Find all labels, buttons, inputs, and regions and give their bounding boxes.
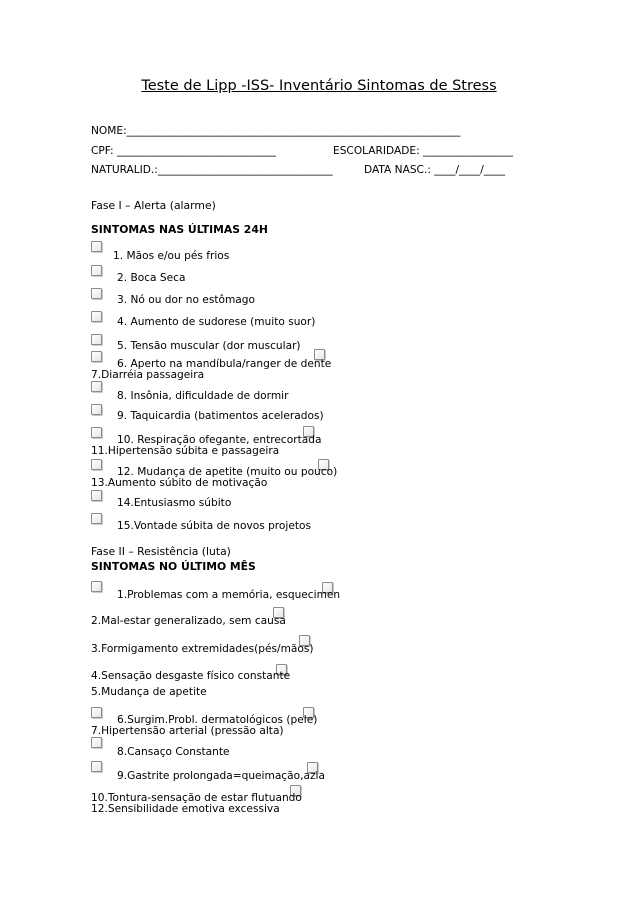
list-item: 13.Aumento súbito de motivação (91, 477, 268, 489)
list-item: 4.Sensação desgaste físico constante (91, 670, 291, 682)
list-item: 3. Nó ou dor no estômago (117, 294, 255, 306)
checkbox-icon[interactable] (91, 737, 102, 748)
list-item: 10.Tontura-sensação de estar flutuando (91, 792, 302, 804)
birthdate-field[interactable]: DATA NASC.: ____/____/____ (364, 164, 505, 176)
checkbox-icon[interactable] (91, 513, 102, 524)
name-field[interactable]: NOME:_______________________________________________________________ (91, 125, 461, 137)
list-item: 3.Formigamento extremidades(pés/mãos) (91, 643, 314, 655)
list-item: 15.Vontade súbita de novos projetos (117, 520, 312, 532)
checkbox-icon[interactable] (91, 707, 102, 718)
list-item: 14.Entusiasmo súbito (117, 497, 232, 509)
checkbox-icon[interactable] (91, 311, 102, 322)
cpf-field[interactable]: CPF: ______________________________ (91, 145, 276, 157)
list-item: 8. Insônia, dificuldade de dormir (117, 390, 289, 402)
list-item: 1.Problemas com a memória, esquecimen (117, 589, 341, 601)
list-item: 2. Boca Seca (117, 272, 186, 284)
checkbox-icon[interactable] (91, 427, 102, 438)
checkbox-icon[interactable] (91, 404, 102, 415)
checkbox-icon[interactable] (91, 581, 102, 592)
list-item: 12.Sensibilidade emotiva excessiva (91, 803, 280, 815)
list-item: 7.Diarréia passageira (91, 369, 205, 381)
list-item: 10. Respiração ofegante, entrecortada (117, 434, 322, 446)
checkbox-icon[interactable] (91, 241, 102, 252)
phase2-heading: SINTOMAS NO ÚLTIMO MÊS (91, 560, 256, 573)
checkbox-icon[interactable] (91, 459, 102, 470)
list-item: 4. Aumento de sudorese (muito suor) (117, 316, 316, 328)
list-item: 5. Tensão muscular (dor muscular) (117, 340, 301, 352)
list-item: 9.Gastrite prolongada=queimação,azia (117, 770, 325, 782)
page-title: Teste de Lipp -ISS- Inventário Sintomas de Stress (141, 78, 497, 94)
list-item: 12. Mudança de apetite (muito ou pouco) (117, 466, 338, 478)
list-item: 7.Hipertensão arterial (pressão alta) (91, 725, 284, 737)
checkbox-icon[interactable] (91, 381, 102, 392)
education-field[interactable]: ESCOLARIDADE: _________________ (333, 145, 514, 157)
list-item: 5.Mudança de apetite (91, 686, 207, 698)
phase2-title: Fase II – Resistência (luta) (91, 545, 231, 558)
list-item: 1. Mãos e/ou pés frios (113, 250, 230, 262)
checkbox-icon[interactable] (91, 265, 102, 276)
checkbox-icon[interactable] (91, 761, 102, 772)
list-item: 6. Aperto na mandíbula/ranger de dente (117, 358, 332, 370)
birthplace-field[interactable]: NATURALID.:_________________________________ (91, 164, 333, 176)
list-item: 6.Surgim.Probl. dermatológicos (pele) (117, 714, 318, 726)
checkbox-icon[interactable] (91, 351, 102, 362)
checkbox-icon[interactable] (91, 490, 102, 501)
list-item: 9. Taquicardia (batimentos acelerados) (117, 410, 324, 422)
list-item: 2.Mal-estar generalizado, sem causa (91, 615, 286, 627)
list-item: 8.Cansaço Constante (117, 746, 230, 758)
checkbox-icon[interactable] (91, 334, 102, 345)
phase1-heading: SINTOMAS NAS ÚLTIMAS 24H (91, 223, 268, 236)
checkbox-icon[interactable] (91, 288, 102, 299)
phase1-title: Fase I – Alerta (alarme) (91, 199, 216, 212)
list-item: 11.Hipertensão súbita e passageira (91, 445, 280, 457)
